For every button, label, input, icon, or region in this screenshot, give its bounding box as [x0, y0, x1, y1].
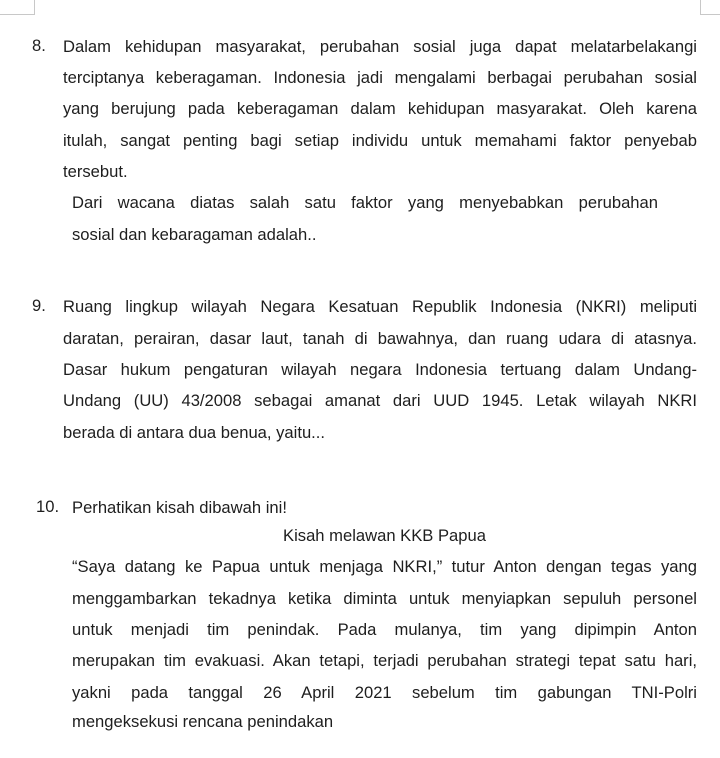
story-title: Kisah melawan KKB Papua: [283, 526, 486, 545]
crop-mark-top-right: [700, 0, 720, 15]
paragraph-line: Dasar hukum pengaturan wilayah negara Indonesia tertuang dalam Undang-: [63, 360, 697, 379]
question-number: 8.: [32, 36, 46, 55]
question-intro: Perhatikan kisah dibawah ini!: [72, 498, 287, 517]
question-line: Dari wacana diatas salah satu faktor yang menyebabkan perubahan: [72, 193, 658, 212]
question-number: 10.: [36, 497, 60, 516]
paragraph-line: tersebut.: [63, 162, 128, 181]
paragraph-line: berada di antara dua benua, yaitu...: [63, 423, 326, 442]
question-number: 9.: [32, 296, 46, 315]
paragraph-line: merupakan tim evakuasi. Akan tetapi, terjadi perubahan strategi tepat satu hari,: [72, 651, 697, 670]
paragraph-line: Ruang lingkup wilayah Negara Kesatuan Republik Indonesia (NKRI) meliputi: [63, 297, 697, 316]
paragraph-line: menggambarkan tekadnya ketika diminta untuk menyiapkan sepuluh personel: [72, 589, 697, 608]
paragraph-line: Dalam kehidupan masyarakat, perubahan sosial juga dapat melatarbelakangi: [63, 37, 697, 56]
paragraph-line: itulah, sangat penting bagi setiap individu untuk memahami faktor penyebab: [63, 131, 697, 150]
paragraph-line: yang berujung pada keberagaman dalam kehidupan masyarakat. Oleh karena: [63, 99, 697, 118]
crop-mark-top-left: [0, 0, 35, 15]
question-line: sosial dan kebaragaman adalah..: [72, 225, 317, 244]
paragraph-line: daratan, perairan, dasar laut, tanah di bawahnya, dan ruang udara di atasnya.: [63, 329, 697, 348]
paragraph-line: yakni pada tanggal 26 April 2021 sebelum tim gabungan TNI-Polri: [72, 683, 697, 702]
paragraph-line: terciptanya keberagaman. Indonesia jadi mengalami berbagai perubahan sosial: [63, 68, 697, 87]
paragraph-line: “Saya datang ke Papua untuk menjaga NKRI,” tutur Anton dengan tegas yang: [72, 557, 697, 576]
paragraph-line: mengeksekusi rencana penindakan: [72, 712, 334, 731]
paragraph-line: Undang (UU) 43/2008 sebagai amanat dari UUD 1945. Letak wilayah NKRI: [63, 391, 697, 410]
paragraph-line: untuk menjadi tim penindak. Pada mulanya, tim yang dipimpin Anton: [72, 620, 697, 639]
